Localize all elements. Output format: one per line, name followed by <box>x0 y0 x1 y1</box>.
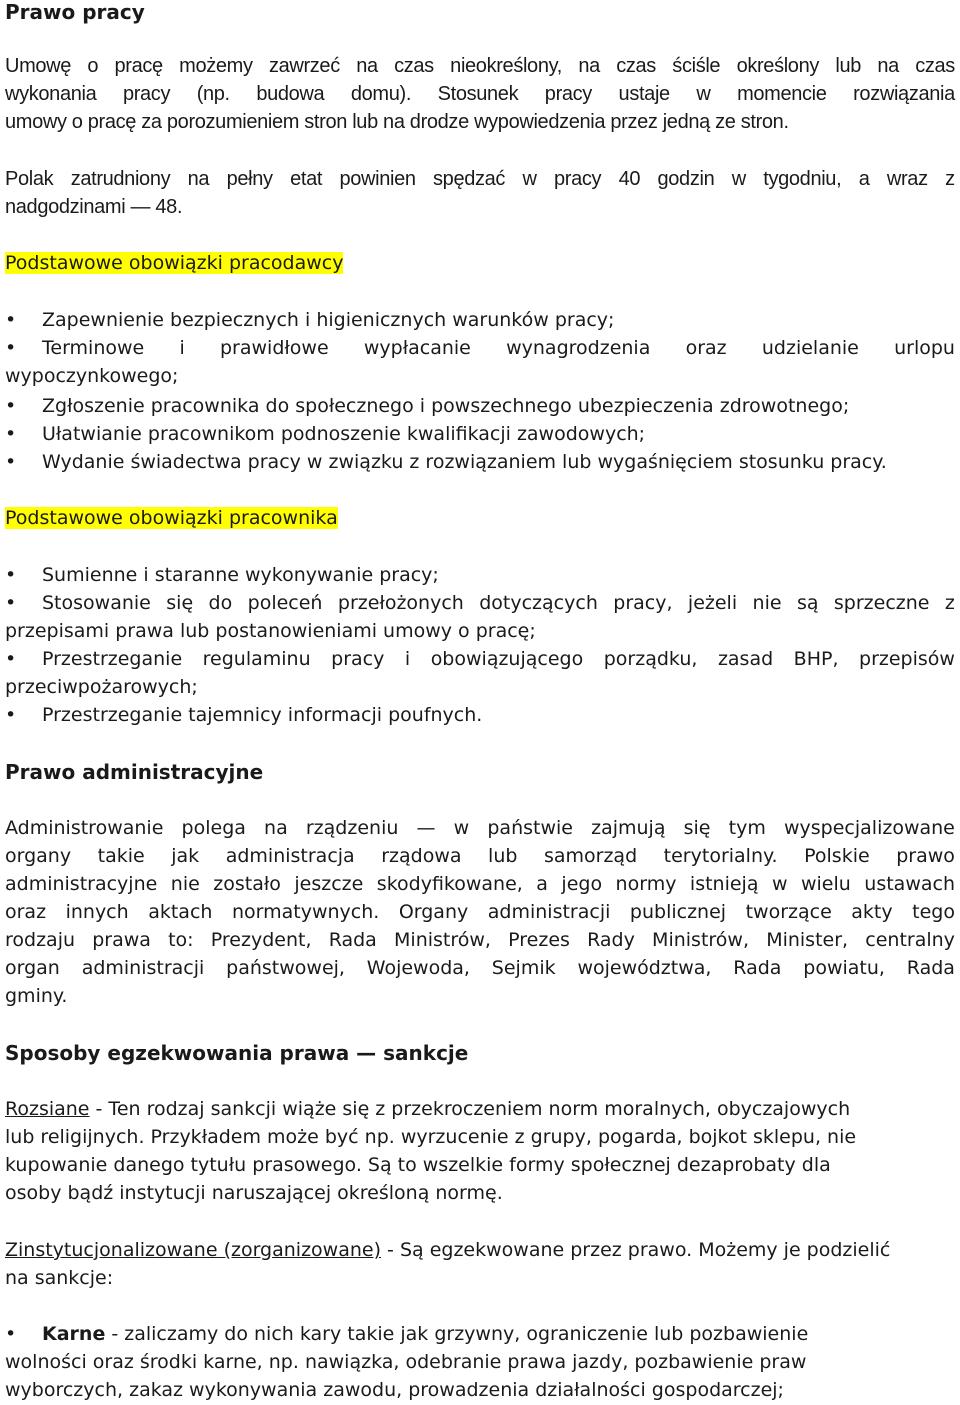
list-item-continuation: przeciwpożarowych; <box>5 676 198 698</box>
word: rządzeniu <box>305 817 399 839</box>
word: udzielanie <box>761 337 859 359</box>
word: wypłacanie <box>363 337 471 359</box>
word: Rada <box>733 957 782 979</box>
word: 40 <box>618 168 641 190</box>
word: się <box>166 592 194 614</box>
paragraph-line <box>5 898 955 926</box>
word: rządowa <box>381 845 462 867</box>
word: pracy, <box>613 592 673 614</box>
word: godzin <box>657 168 715 190</box>
word: pracę <box>114 55 163 77</box>
bullet: • <box>5 648 17 670</box>
word: tygodniu, <box>763 168 842 190</box>
word: a <box>536 873 548 895</box>
paragraph-line <box>5 814 955 842</box>
word: administracja <box>225 845 355 867</box>
word: w <box>731 168 746 190</box>
word: się <box>683 817 711 839</box>
word: państwowej, <box>226 957 345 979</box>
word: organy <box>5 845 72 867</box>
word: nie <box>170 873 200 895</box>
word: jeżeli <box>687 592 738 614</box>
highlighted-heading: Podstawowe obowiązki pracownika <box>5 507 338 529</box>
word: na <box>877 55 899 77</box>
word: tego <box>912 901 955 923</box>
list-item <box>5 334 955 362</box>
word: polega <box>181 817 246 839</box>
word: akty <box>851 901 893 923</box>
list-item: • Ułatwianie pracownikom podnoszenie kwalifikacji zawodowych; <box>5 420 955 448</box>
word: centralny <box>865 929 955 951</box>
word: Rada <box>906 957 955 979</box>
word: z <box>944 592 955 614</box>
bullet: • <box>5 395 17 417</box>
word: jak <box>171 845 200 867</box>
word: czas <box>394 55 434 77</box>
word: innych <box>65 901 129 923</box>
word: (np. <box>196 83 230 105</box>
list-item: • Zgłoszenie pracownika do społecznego i powszechnego ubezpieczenia zdrowotnego; <box>5 392 955 420</box>
heading-prawo-pracy: Prawo pracy <box>5 0 145 24</box>
word: wynagrodzenia <box>506 337 651 359</box>
word: Prezydent, <box>210 929 312 951</box>
word: wielu <box>800 873 851 895</box>
word: ściśle <box>672 55 721 77</box>
word: to: <box>168 929 194 951</box>
list-item: • Przestrzeganie tajemnicy informacji poufnych. <box>5 701 955 729</box>
paragraph-line: kupowanie danego tytułu prasowego. Są to wszelkie formy społecznej dezaprobaty dla <box>5 1154 831 1176</box>
word: jego <box>561 873 603 895</box>
word: możemy <box>179 55 253 77</box>
word: nieokreślony, <box>450 55 562 77</box>
paragraph-line: lub religijnych. Przykładem może być np. wyrzucenie z grupy, pogarda, bojkot sklepu, nie <box>5 1126 857 1148</box>
word: pracy <box>331 648 385 670</box>
word: — <box>416 817 436 839</box>
word: Terminowe <box>42 337 145 359</box>
word: zasad <box>717 648 774 670</box>
word: sprzeczne <box>833 592 930 614</box>
word: tworzące <box>745 901 832 923</box>
section-heading-employee <box>5 504 955 532</box>
word: Wojewoda, <box>366 957 470 979</box>
word: lub <box>835 55 861 77</box>
word: przełożonych <box>337 592 464 614</box>
word: wraz <box>886 168 928 190</box>
word: na <box>356 55 378 77</box>
list-item-continuation: wyborczych, zakaz wykonywania zawodu, prowadzenia działalności gospodarczej; <box>5 1379 784 1401</box>
paragraph-line: Rozsiane - Ten rodzaj sankcji wiąże się z przekroczeniem norm moralnych, obyczajowych <box>5 1098 851 1120</box>
word: przepisów <box>859 648 955 670</box>
word: w <box>696 83 711 105</box>
paragraph-line <box>5 842 955 870</box>
word: prawo <box>896 845 955 867</box>
word: Rady <box>587 929 635 951</box>
word: Administrowanie <box>5 817 164 839</box>
word: dotyczących <box>479 592 598 614</box>
word: Ministrów, <box>652 929 749 951</box>
paragraph-line <box>5 926 955 954</box>
word: pracy <box>553 168 602 190</box>
word: administracji <box>487 901 611 923</box>
word: do <box>208 592 233 614</box>
word: BHP, <box>793 648 839 670</box>
word: zatrudniony <box>70 168 171 190</box>
term-zinstytucjonalizowane: Zinstytucjonalizowane (zorganizowane) <box>5 1239 382 1261</box>
list-item: • Zapewnienie bezpiecznych i higienicznych warunków pracy; <box>5 306 955 334</box>
word: normy <box>615 873 677 895</box>
word: porządku, <box>603 648 698 670</box>
bullet: • <box>5 337 17 359</box>
paragraph-line: Zinstytucjonalizowane (zorganizowane) - Są egzekwowane przez prawo. Możemy je podzielić <box>5 1239 891 1261</box>
word: poleceń <box>247 592 323 614</box>
word: w <box>453 817 470 839</box>
list-item: • Sumienne i staranne wykonywanie pracy; <box>5 561 955 589</box>
word: zawrzeć <box>268 55 340 77</box>
word: etat <box>290 168 323 190</box>
word: prawidłowe <box>219 337 329 359</box>
word: publicznej <box>629 901 727 923</box>
word: samorząd <box>543 845 638 867</box>
list-item <box>5 589 955 617</box>
paragraph-line <box>5 870 955 898</box>
list-item: • Wydanie świadectwa pracy w związku z rozwiązaniem lub wygaśnięciem stosunku pracy. <box>5 448 955 476</box>
word: na <box>187 168 210 190</box>
word: w <box>771 873 788 895</box>
word: z <box>945 168 955 190</box>
paragraph-line <box>5 52 955 80</box>
word: na <box>578 55 600 77</box>
word: budowa <box>256 83 325 105</box>
word: momencie <box>737 83 827 105</box>
word: województwa, <box>577 957 712 979</box>
word: czas <box>616 55 656 77</box>
word: Minister, <box>766 929 849 951</box>
word: domu). <box>350 83 412 105</box>
word: w <box>522 168 537 190</box>
word: spędzać <box>433 168 506 190</box>
paragraph-line <box>5 165 955 193</box>
word: aktach <box>148 901 213 923</box>
word: państwie <box>487 817 573 839</box>
paragraph-line <box>5 954 955 982</box>
word: Umowę <box>5 55 72 77</box>
bullet: • <box>5 704 17 726</box>
list-item-continuation: wolności oraz środki karne, np. nawiązka, odebranie prawa jazdy, pozbawienie praw <box>5 1351 807 1373</box>
word: obowiązującego <box>430 648 584 670</box>
paragraph-line: osoby bądź instytucji naruszającej określoną normę. <box>5 1182 503 1204</box>
bullet: • <box>5 592 17 614</box>
word: wyspecjalizowane <box>783 817 955 839</box>
word: skodyfikowane, <box>376 873 523 895</box>
word: tym <box>728 817 766 839</box>
bullet: • <box>5 423 17 445</box>
word: a <box>858 168 870 190</box>
word: Ministrów, <box>394 929 491 951</box>
bullet: • <box>5 1323 17 1345</box>
bullet: • <box>5 451 17 473</box>
word: jeszcze <box>294 873 364 895</box>
word: normatywnych. <box>231 901 380 923</box>
word: Przestrzeganie <box>42 648 183 670</box>
paragraph-line: umowy o pracę za porozumieniem stron lub na drodze wypowiedzenia przez jedną ze stron. <box>5 111 789 133</box>
bullet: • <box>5 309 17 331</box>
word: administracji <box>81 957 205 979</box>
word: są <box>796 592 819 614</box>
section-heading-employer <box>5 249 955 277</box>
paragraph-line: gminy. <box>5 985 68 1007</box>
word: rodzaju <box>5 929 76 951</box>
word: prawa <box>92 929 151 951</box>
word: pełny <box>226 168 273 190</box>
word: o <box>87 55 99 77</box>
bullet: • <box>5 564 17 586</box>
word: Polak <box>5 168 54 190</box>
word: Sejmik <box>491 957 556 979</box>
word: nie <box>752 592 782 614</box>
word: Prezes <box>508 929 570 951</box>
word: rozwiązania <box>853 83 955 105</box>
word: organ <box>5 957 60 979</box>
word: zajmują <box>591 817 666 839</box>
word: istnieją <box>689 873 759 895</box>
word: pracy <box>544 83 592 105</box>
word: Rada <box>328 929 377 951</box>
word: i <box>179 337 185 359</box>
word: zostało <box>213 873 281 895</box>
word: administracyjne <box>5 873 158 895</box>
word: pracy <box>122 83 171 105</box>
heading-prawo-administracyjne: Prawo administracyjne <box>5 760 264 784</box>
word: regulaminu <box>202 648 311 670</box>
word: ustaje <box>618 83 670 105</box>
word: ustawach <box>864 873 955 895</box>
paragraph-line: nadgodzinami — 48. <box>5 196 183 218</box>
word: na <box>264 817 288 839</box>
word: wykonania <box>5 83 97 105</box>
list-item: • Karne - zaliczamy do nich kary takie jak grzywny, ograniczenie lub pozbawienie <box>5 1320 955 1348</box>
paragraph-line <box>5 80 955 108</box>
word: powinien <box>339 168 416 190</box>
word: terytorialny. <box>663 845 778 867</box>
list-item-continuation: wypoczynkowego; <box>5 365 179 387</box>
word: Polskie <box>804 845 870 867</box>
word: Stosowanie <box>42 592 151 614</box>
word: lub <box>488 845 518 867</box>
paragraph-line: na sankcje: <box>5 1267 114 1289</box>
word: i <box>404 648 411 670</box>
heading-sankcje: Sposoby egzekwowania prawa — sankcje <box>5 1041 469 1065</box>
list-item-continuation: przepisami prawa lub postanowieniami umowy o pracę; <box>5 620 536 642</box>
word: określony <box>736 55 820 77</box>
word: powiatu, <box>803 957 885 979</box>
term-rozsiane: Rozsiane <box>5 1098 90 1120</box>
word: oraz <box>685 337 727 359</box>
word: urlopu <box>894 337 955 359</box>
highlighted-heading: Podstawowe obowiązki pracodawcy <box>5 252 344 274</box>
term-karne: Karne <box>42 1323 106 1345</box>
word: Stosunek <box>437 83 519 105</box>
word: oraz <box>5 901 47 923</box>
list-item <box>5 645 955 673</box>
word: Organy <box>398 901 469 923</box>
word: takie <box>97 845 145 867</box>
word: czas <box>915 55 955 77</box>
